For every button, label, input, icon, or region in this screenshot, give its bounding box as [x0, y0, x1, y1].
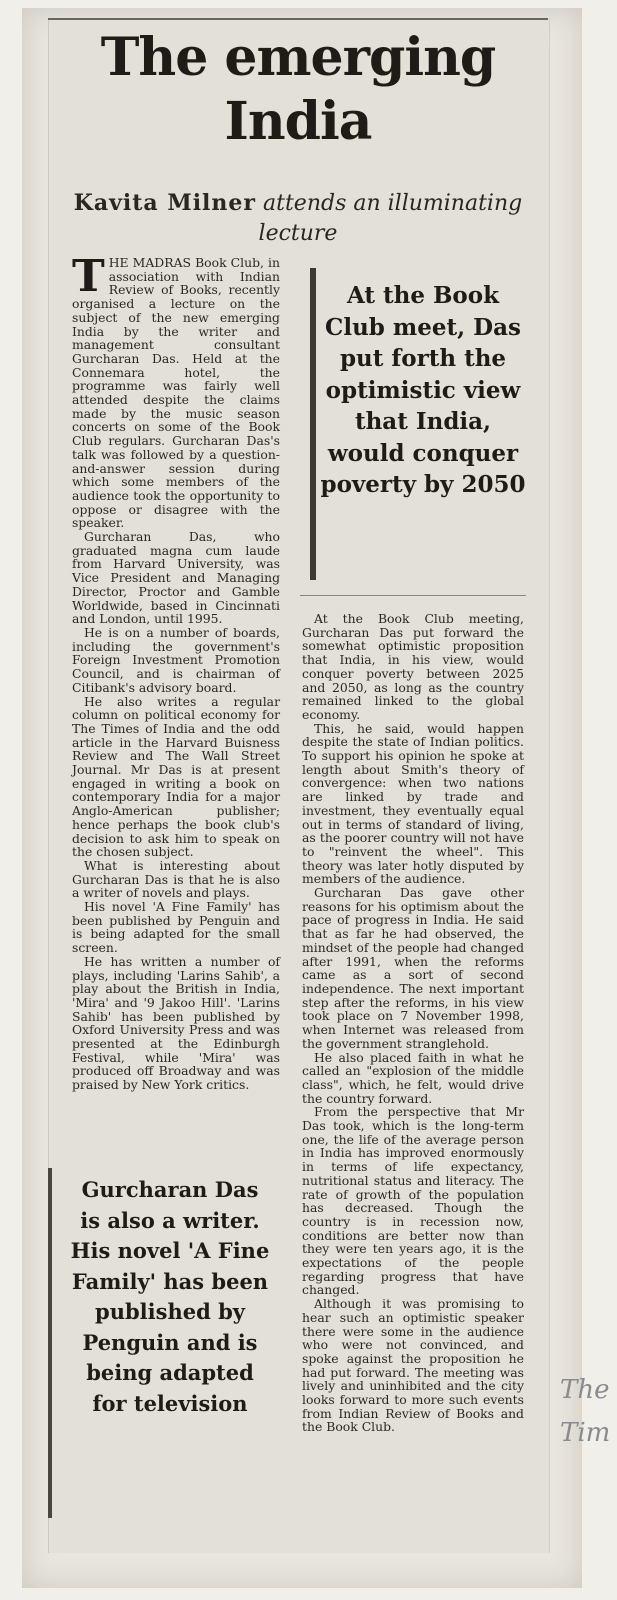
headline-line-2: India: [224, 91, 372, 152]
pull-quote-bar-left: [48, 1168, 52, 1518]
right-column: [302, 612, 524, 1434]
top-rule: [48, 18, 548, 20]
pull-quote-left: Gurcharan Das is also a writer. His novel 'A Fine Family' has been published by Penguin and is being adapted for television: [70, 1177, 270, 1416]
left-paragraph-7: He has written a number of plays, including 'Larins Sahib', a play about the British in India, 'Mira' and '9 Jakoo Hill'. 'Larins Sahib' has been published by Oxford University Press and was presented at the Edinburgh Festival, while 'Mira' was produced off Broadway and was praised by New York critics.: [72, 953, 280, 1093]
pull-quote-separator: [300, 595, 526, 596]
right-paragraph-2: This, he said, would happen despite the state of Indian politics. To support his opinion he spoke at length about Smith's theory of convergence: when two nations are linked by trade and investment, they eventually equal out in terms of standard of living, as the poorer country will not have to "reinvent the wheel". This theory was later hotly disputed by members of the audience.: [302, 720, 524, 887]
handwriting-note-1: The: [560, 1375, 610, 1405]
left-column: [72, 251, 280, 1093]
left-paragraph-4: He also writes a regular column on political economy for The Times of India and the odd article in the Harvard Buisness Review and The Wall Street Journal. Mr Das is at present engaged in writing a book on contemporary India for a major Anglo-American publisher; hence perhaps the book club's decision to ask him to speak on the chosen subject.: [72, 693, 280, 860]
left-paragraph-2: Gurcharan Das, who graduated magna cum laude from Harvard University, was Vice President and Managing Director, Proctor and Gamble Worldwide, based in Cincinnati and London, until 1995.: [72, 529, 280, 627]
right-paragraph-1: At the Book Club meeting, Gurcharan Das put forward the somewhat optimistic proposition that India, in his view, would conquer poverty between 2025 and 2050, as long as the country remained linked to the global economy.: [302, 611, 524, 722]
right-paragraph-6: Although it was promising to hear such an optimistic speaker there were some in the audience who were not convinced, and spoke against the proposition he had put forward. The meeting was lively and uninhibited and the city looks forward to more such events from Indian Review of Books and the Book Club.: [302, 1296, 524, 1435]
handwriting-note-2: Tim: [560, 1418, 611, 1448]
left-paragraph-3: He is on a number of boards, including the government's Foreign Investment Promotion Council, and is chairman of Citibank's advisory board.: [72, 624, 280, 695]
pull-quote-bar-right: [310, 268, 316, 580]
left-paragraph-6: His novel 'A Fine Family' has been published by Penguin and is being adapted for the small screen.: [72, 899, 280, 956]
right-paragraph-4: He also placed faith in what he called an "explosion of the middle class", which, he felt, would drive the country forward.: [302, 1049, 524, 1106]
pull-quote-right: At the Book Club meet, Das put forth the optimistic view that India, would conquer poverty by 2050: [320, 282, 526, 498]
byline-rest: attends an illuminating lecture: [258, 191, 523, 246]
right-paragraph-3: Gurcharan Das gave other reasons for his optimism about the pace of progress in India. He said that as far he had observed, the mindset of the people had changed after 1991, when the reforms came as a sort of second independence. The next important step after the reforms, in his view took place on 7 November 1998, when Internet was released from the government stranglehold.: [302, 885, 524, 1051]
headline: [48, 26, 548, 154]
left-paragraph-1: THE MADRAS Book Club, in association with Indian Review of Books, recently organised a lecture on the subject of the new emerging India by the writer and management consultant Gurcharan Das. Held at the Connemara hotel, the programme was fairly well attended despite the claims made by the music season concerts on some of the Book Club regulars. Gurcharan Das's talk was followed by a question-and-answer session during which some members of the audience took the opportunity to oppose or disagree with the speaker.: [72, 251, 280, 531]
headline-line-1: The emerging: [100, 27, 496, 88]
left-paragraph-5: What is interesting about Gurcharan Das is that he is also a writer of novels and plays.: [72, 857, 280, 901]
byline-author: Kavita Milner: [73, 190, 256, 216]
dropcap: T: [72, 251, 105, 302]
byline: [48, 188, 548, 249]
right-paragraph-5: From the perspective that Mr Das took, which is the long-term one, the life of the average person in India has improved enormously in terms of life expectancy, nutritional status and literacy. The rate of growth of the population has decreased. Though the country is in recession now, conditions are better now than they were ten years ago, it is the expectations of the people regarding progress that have changed.: [302, 1104, 524, 1298]
